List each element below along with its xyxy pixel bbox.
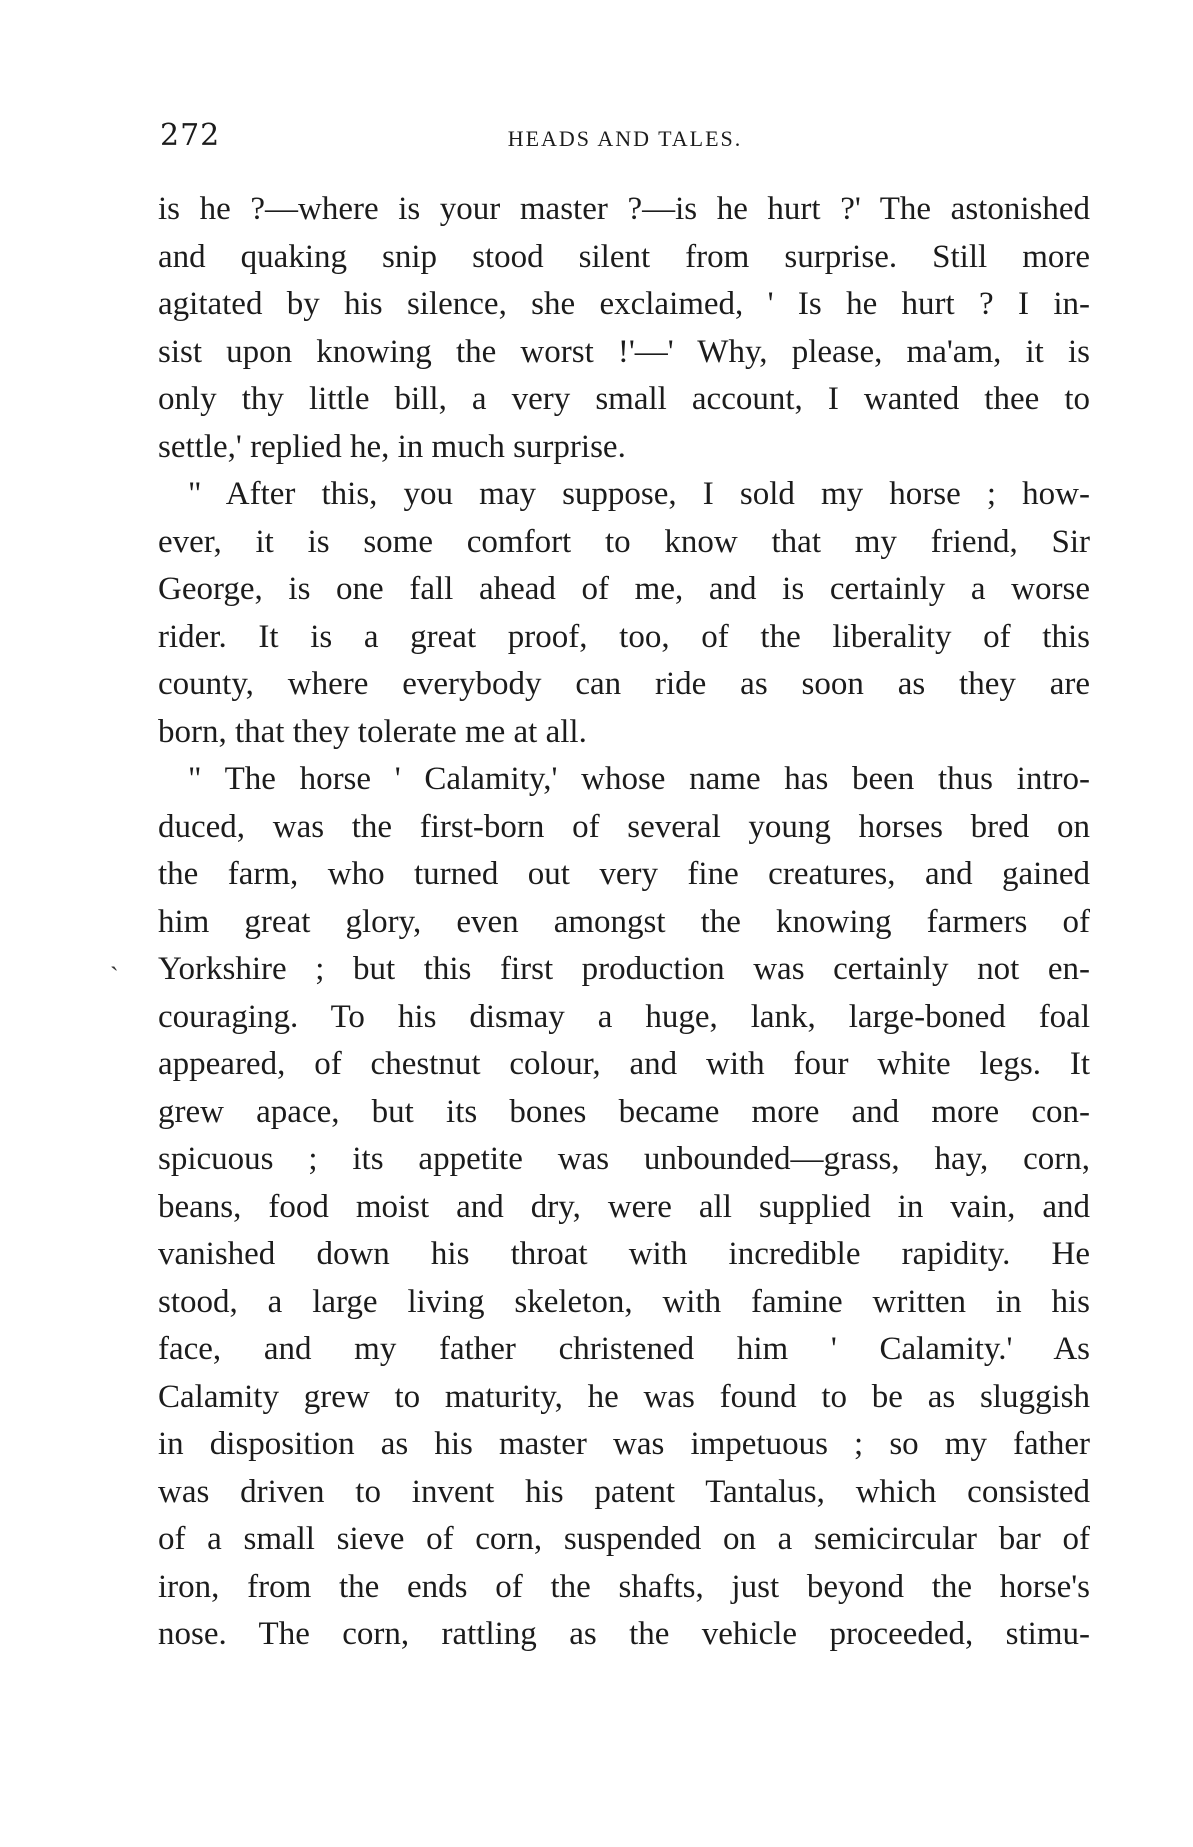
- text-line: vanished down his throat with incredible rapidity. He: [158, 1236, 1090, 1272]
- text-line: is he ?—where is your master ?—is he hurt ?' The astonished: [158, 191, 1090, 227]
- text-line: county, where everybody can ride as soon as they are: [158, 666, 1090, 702]
- text-line: " After this, you may suppose, I sold my horse ; how-: [188, 476, 1090, 512]
- text-line: of a small sieve of corn, suspended on a semicircular bar of: [158, 1521, 1090, 1557]
- text-line: grew apace, but its bones became more and more con-: [158, 1093, 1090, 1130]
- text-line: iron, from the ends of the shafts, just beyond the horse's: [158, 1568, 1090, 1605]
- text-line: spicuous ; its appetite was unbounded—grass, hay, corn,: [158, 1141, 1090, 1177]
- text-line: only thy little bill, a very small account, I wanted thee to: [158, 381, 1090, 417]
- text-line: duced, was the first-born of several young horses bred on: [158, 808, 1090, 845]
- running-head: HEADS AND TALES.: [507, 126, 743, 151]
- text-line: rider. It is a great proof, too, of the liberality of this: [158, 618, 1090, 655]
- text-line: Calamity grew to maturity, he was found to be as sluggish: [158, 1378, 1090, 1415]
- text-line: " The horse ' Calamity,' whose name has been thus intro-: [188, 761, 1090, 797]
- text-line: ever, it is some comfort to know that my friend, Sir: [158, 523, 1090, 560]
- text-line: stood, a large living skeleton, with famine written in his: [158, 1283, 1090, 1320]
- text-line: beans, food moist and dry, were all supplied in vain, and: [158, 1188, 1090, 1225]
- page-header: [160, 118, 1090, 158]
- text-line: and quaking snip stood silent from surprise. Still more: [158, 238, 1090, 275]
- text-line: was driven to invent his patent Tantalus, which consisted: [158, 1473, 1090, 1510]
- text-line: the farm, who turned out very fine creatures, and gained: [158, 856, 1090, 892]
- text-line: Yorkshire ; but this first production was certainly not en-: [158, 951, 1090, 987]
- text-line: George, is one fall ahead of me, and is certainly a worse: [158, 571, 1090, 607]
- text-line: appeared, of chestnut colour, and with four white legs. It: [158, 1046, 1090, 1082]
- text-line: in disposition as his master was impetuous ; so my father: [158, 1426, 1090, 1462]
- text-line: settle,' replied he, in much surprise.: [158, 428, 626, 465]
- text-line: couraging. To his dismay a huge, lank, large-boned foal: [158, 998, 1090, 1035]
- margin-mark: `: [110, 962, 119, 991]
- text-line: agitated by his silence, she exclaimed, ' Is he hurt ? I in-: [158, 286, 1090, 322]
- text-line: sist upon knowing the worst !'—' Why, please, ma'am, it is: [158, 333, 1090, 370]
- body-text: [158, 186, 1090, 1659]
- text-line: born, that they tolerate me at all.: [158, 713, 587, 750]
- text-line: nose. The corn, rattling as the vehicle proceeded, stimu-: [158, 1616, 1090, 1652]
- text-line: face, and my father christened him ' Calamity.' As: [158, 1331, 1090, 1367]
- page-number: 272: [160, 118, 221, 153]
- text-line: him great glory, even amongst the knowing farmers of: [158, 903, 1090, 940]
